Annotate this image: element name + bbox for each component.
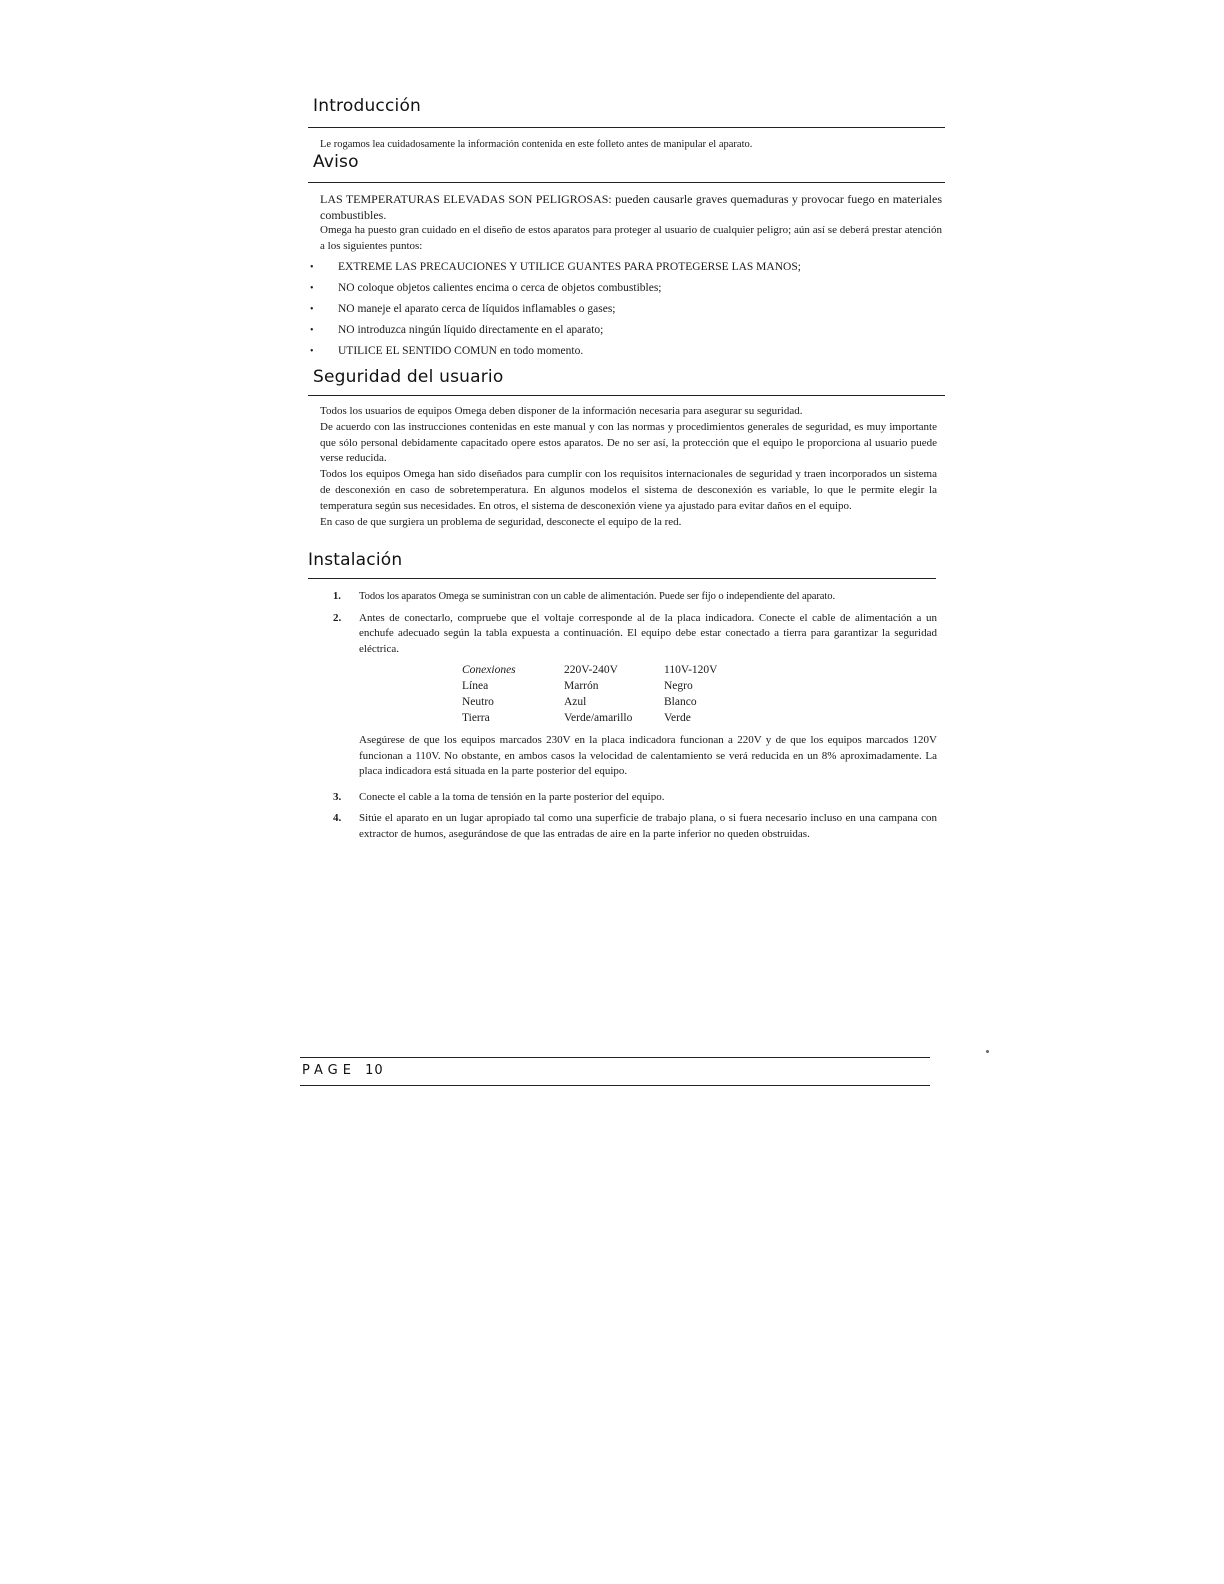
table-cell: Azul	[564, 696, 587, 708]
table-cell: Tierra	[462, 712, 490, 724]
bullet-icon: •	[310, 262, 314, 273]
scan-speck	[986, 1050, 989, 1053]
instalacion-rule	[308, 578, 936, 579]
bullet-icon: •	[310, 283, 314, 294]
list-item: • NO maneje el aparato cerca de líquidos inflamables o gases;	[310, 301, 950, 322]
table-header: 110V-120V	[664, 664, 718, 676]
footer-top-rule	[300, 1057, 930, 1058]
table-header: 220V-240V	[564, 664, 618, 676]
table-cell: Verde/amarillo	[564, 712, 633, 724]
list-item: • NO coloque objetos calientes encima o cerca de objetos combustibles;	[310, 280, 950, 301]
bullet-icon: •	[310, 304, 314, 315]
seguridad-paragraph: Todos los equipos Omega han sido diseñados para cumplir con los requisitos internacionales de seguridad y traen incorporados un sistema de desconexión en caso de sobretemperatura. En algunos modelos el sistema de desconexión es variable, lo que le permite elegir la temperatura según sus necesidades. En otros, el sistema de desconexión viene ya ajustado para evitar daños en el equipo.	[320, 468, 937, 512]
aviso-heading: Aviso	[313, 152, 359, 172]
list-item	[333, 790, 937, 806]
table-header-row	[462, 663, 735, 679]
list-item: • UTILICE EL SENTIDO COMUN en todo momento.	[310, 343, 950, 364]
step-text: Sitúe el aparato en un lugar apropiado tal como una superficie de trabajo plana, o si fuera necesario incluso en una campana con extractor de humos, asegurándose de que las entradas de aire en la parte inferior no queden obstruidas.	[359, 812, 937, 840]
step-number: 2.	[333, 611, 342, 624]
bullet-icon: •	[310, 346, 314, 357]
list-item	[333, 611, 937, 780]
seguridad-rule	[308, 395, 945, 396]
step-number: 3.	[333, 790, 342, 803]
seguridad-paragraph: De acuerdo con las instrucciones contenidas en este manual y con las normas y procedimientos generales de seguridad, es muy importante que sólo personal debidamente capacitado opere estos aparatos. De no ser así, la protección que el equipo le proporciona al usuario puede verse reducida.	[320, 420, 937, 465]
aviso-warning-paragraph: LAS TEMPERATURAS ELEVADAS SON PELIGROSAS: pueden causarle graves quemaduras y provocar fuego en materiales combustibles.	[320, 192, 942, 222]
connections-table	[462, 663, 735, 727]
seguridad-text	[320, 404, 937, 530]
seguridad-paragraph: Todos los usuarios de equipos Omega deben disponer de la información necesaria para asegurar su seguridad.	[320, 405, 803, 417]
table-row	[462, 695, 735, 711]
bullet-icon: •	[310, 325, 314, 336]
voltage-note: Asegúrese de que los equipos marcados 230V en la placa indicadora funcionan a 220V y de que los equipos marcados 120V funcionan a 110V. No obstante, en ambos casos la velocidad de calentamiento se verá reducida en un 8% aproximadamente. La placa indicadora está situada en la parte posterior del equipo.	[359, 734, 937, 777]
intro-rule	[308, 127, 945, 128]
aviso-rule	[308, 182, 945, 183]
table-header: Conexiones	[462, 664, 516, 676]
table-cell: Verde	[664, 712, 691, 724]
table-cell: Neutro	[462, 696, 494, 708]
footer-bottom-rule	[300, 1085, 930, 1086]
page-number: 10	[365, 1063, 384, 1078]
page-word: PAGE	[302, 1063, 356, 1078]
aviso-bullet-list	[310, 259, 950, 364]
instalacion-steps	[333, 589, 937, 842]
aviso-intro-paragraph: Omega ha puesto gran cuidado en el diseño de estos aparatos para proteger al usuario de cualquier peligro; aún así se deberá prestar atención a los siguientes puntos:	[320, 224, 942, 252]
table-cell: Marrón	[564, 680, 599, 692]
instalacion-heading: Instalación	[308, 550, 403, 570]
list-item	[333, 811, 937, 842]
table-row	[462, 711, 735, 727]
intro-heading: Introducción	[313, 96, 422, 116]
table-cell: Negro	[664, 680, 693, 692]
intro-text: Le rogamos lea cuidadosamente la información contenida en este folleto antes de manipular el aparato.	[320, 139, 753, 150]
step-text: Antes de conectarlo, compruebe que el voltaje corresponde al de la placa indicadora. Conecte el cable de alimentación a un enchufe adecuado según la tabla expuesta a continuación. El equipo debe estar conectado a tierra para garantizar la seguridad eléctrica.	[359, 611, 937, 655]
table-cell: Blanco	[664, 696, 697, 708]
list-item: • EXTREME LAS PRECAUCIONES Y UTILICE GUANTES PARA PROTEGERSE LAS MANOS;	[310, 259, 950, 280]
table-row	[462, 679, 735, 695]
seguridad-paragraph: En caso de que surgiera un problema de seguridad, desconecte el equipo de la red.	[320, 515, 682, 528]
table-cell: Línea	[462, 680, 489, 692]
list-item	[333, 589, 937, 605]
step-text: Conecte el cable a la toma de tensión en la parte posterior del equipo.	[359, 790, 665, 803]
step-number: 1.	[333, 591, 341, 602]
step-text: Todos los aparatos Omega se suministran con un cable de alimentación. Puede ser fijo o independiente del aparato.	[359, 591, 836, 602]
step-number: 4.	[333, 812, 342, 824]
page-number-label	[302, 1063, 384, 1078]
list-item: • NO introduzca ningún líquido directamente en el aparato;	[310, 322, 950, 343]
aviso-text	[320, 192, 942, 254]
seguridad-heading: Seguridad del usuario	[313, 367, 504, 387]
